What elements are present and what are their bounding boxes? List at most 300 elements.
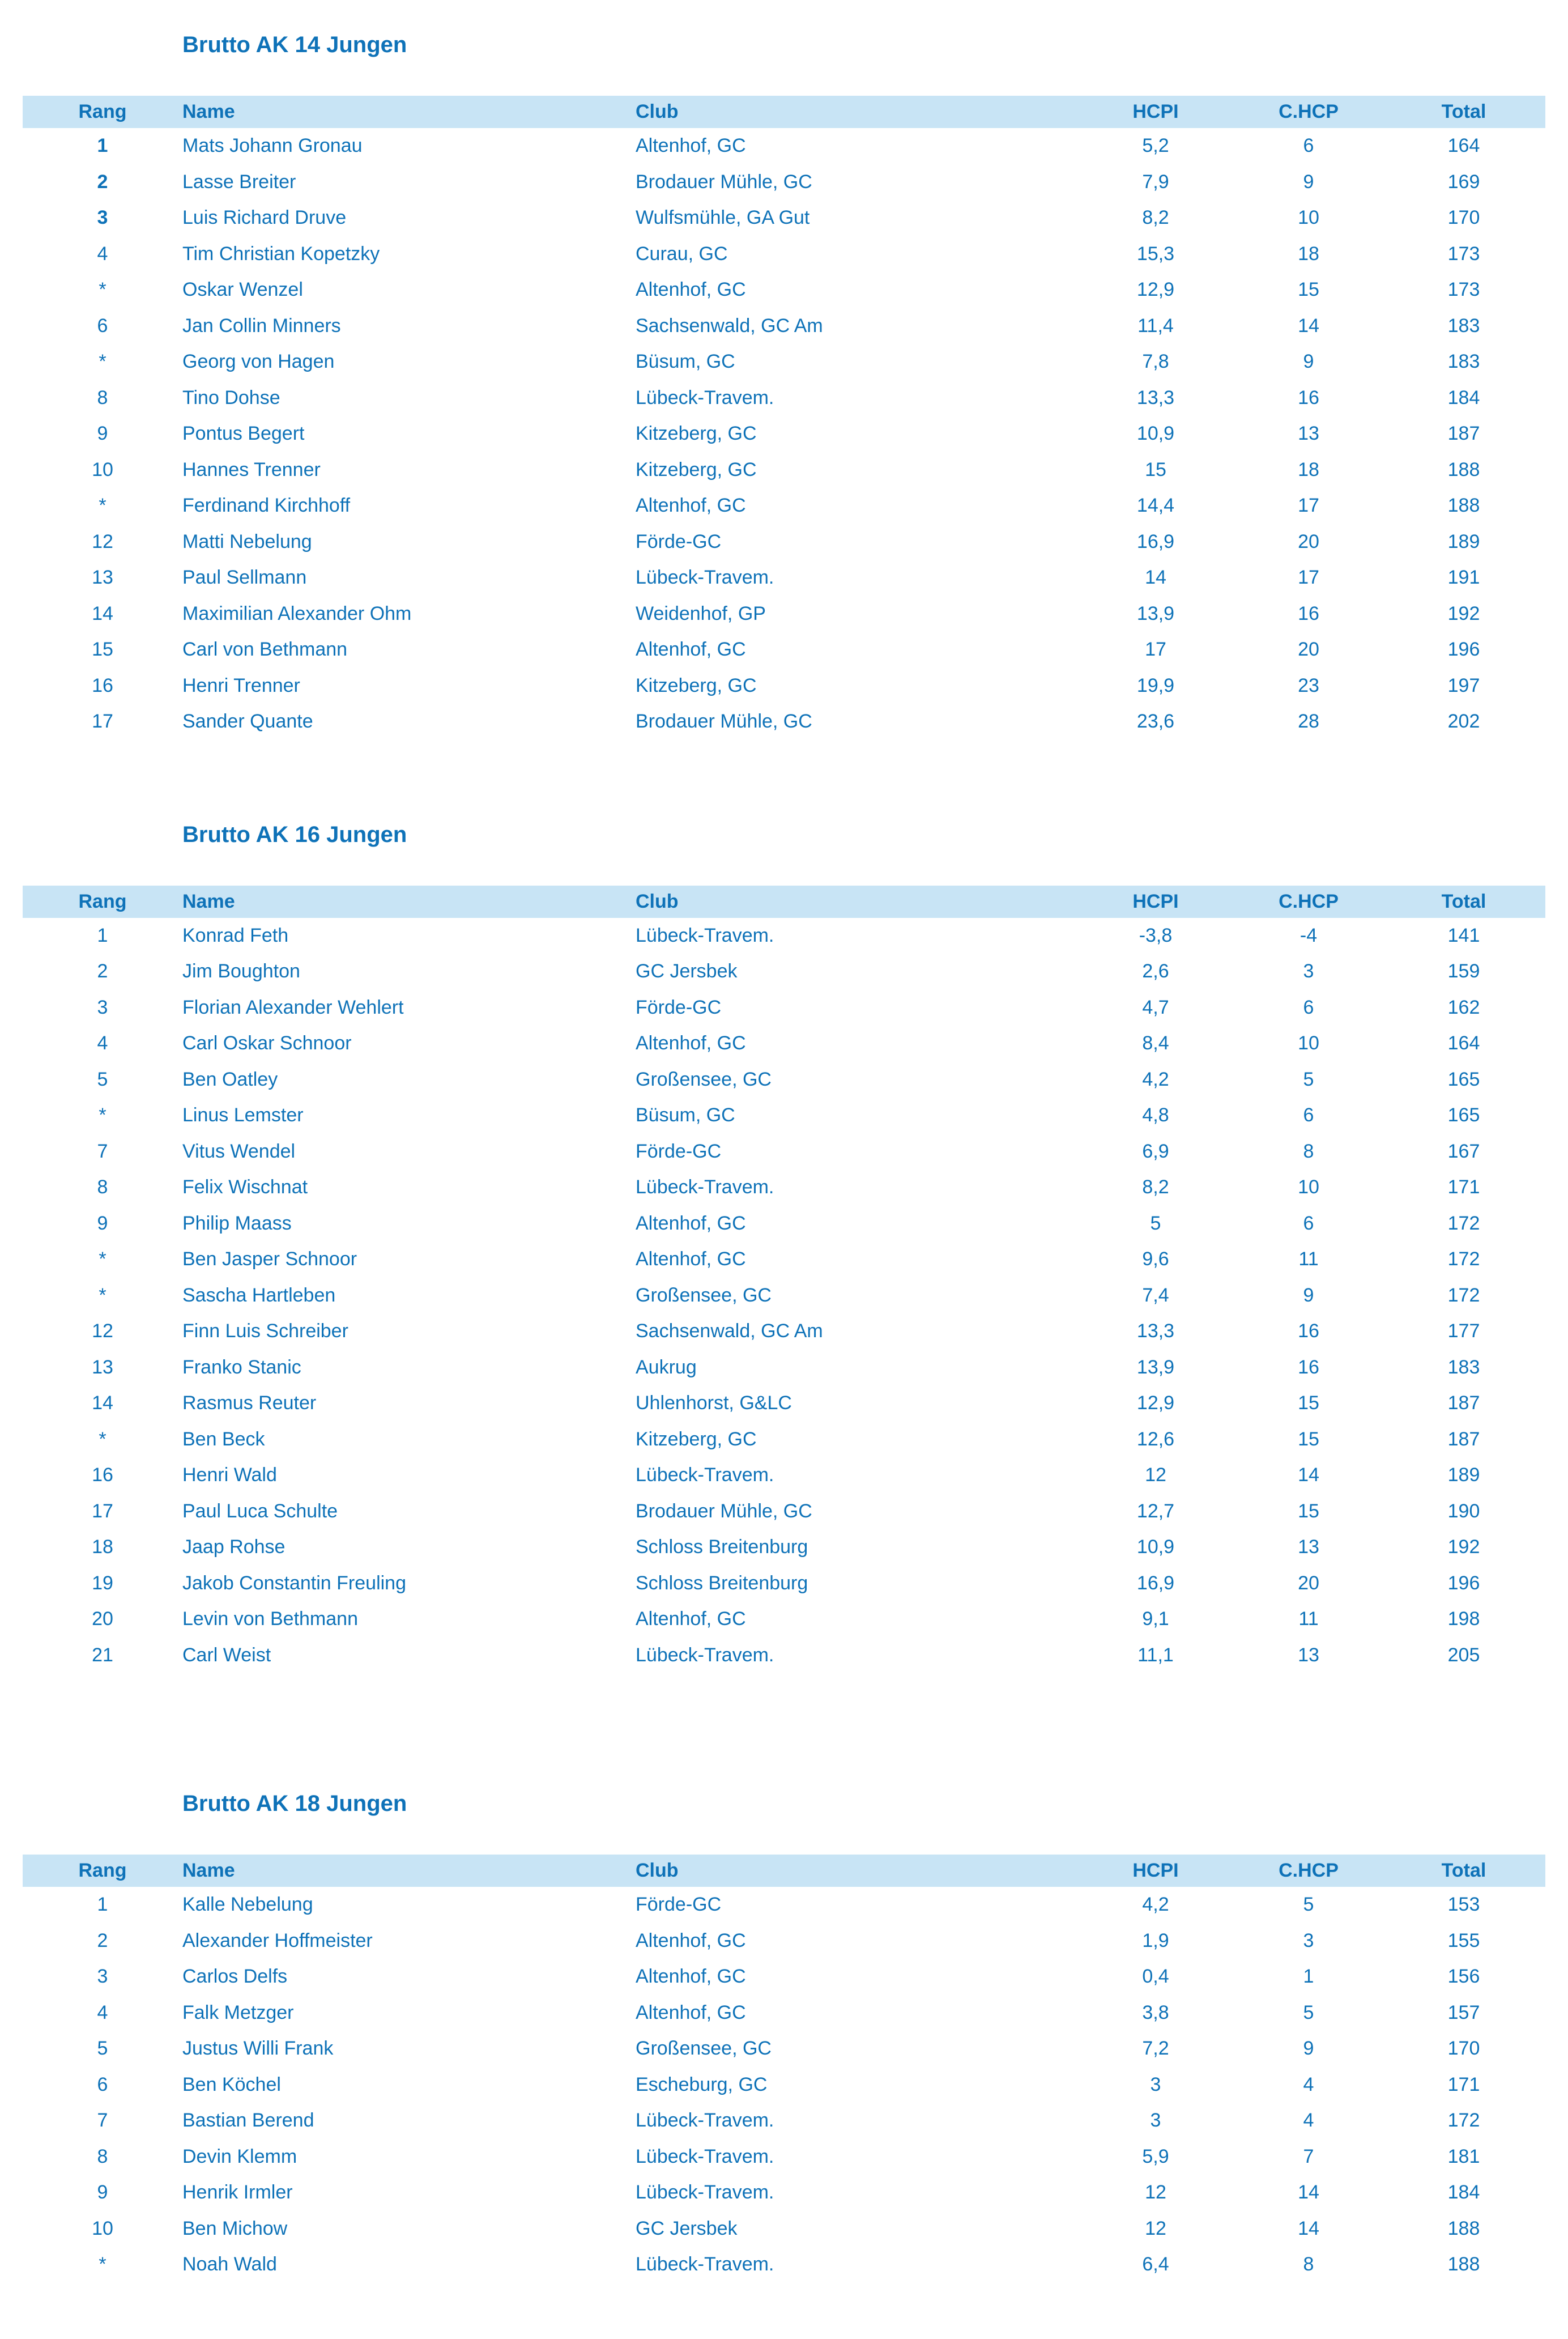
cell-hcpi: 17: [1145, 639, 1166, 661]
column-header-rang: Rang: [78, 890, 127, 912]
cell-total: 202: [1447, 711, 1480, 733]
cell-name: Alexander Hoffmeister: [182, 1929, 373, 1951]
table-row: [23, 1385, 1545, 1422]
cell-club: Altenhof, GC: [636, 279, 746, 301]
cell-rang: 6: [97, 2073, 108, 2095]
cell-chcp: 14: [1298, 314, 1319, 337]
cell-total: 187: [1447, 423, 1480, 445]
cell-club: Förde-GC: [636, 530, 722, 552]
cell-chcp: 8: [1303, 2253, 1314, 2276]
cell-rang: *: [99, 1104, 106, 1126]
cell-name: Henrik Irmler: [182, 2181, 293, 2204]
table-row: [23, 1350, 1545, 1386]
table-row: [23, 918, 1545, 954]
cell-name: Paul Luca Schulte: [182, 1500, 338, 1522]
table-row: [23, 2139, 1545, 2175]
table-row: [23, 2175, 1545, 2211]
cell-chcp: 13: [1298, 1536, 1319, 1558]
cell-rang: *: [99, 2253, 106, 2276]
cell-total: 184: [1447, 386, 1480, 409]
cell-total: 170: [1447, 2038, 1480, 2060]
results-table: [23, 96, 1545, 740]
cell-rang: 12: [92, 1320, 113, 1342]
cell-total: 164: [1447, 135, 1480, 157]
table-row: [23, 1422, 1545, 1458]
cell-total: 155: [1447, 1929, 1480, 1951]
cell-rang: 16: [92, 1464, 113, 1486]
cell-total: 165: [1447, 1068, 1480, 1090]
cell-hcpi: 13,9: [1136, 1356, 1175, 1378]
cell-total: 164: [1447, 1032, 1480, 1054]
cell-hcpi: 6,4: [1142, 2253, 1169, 2276]
cell-club: Lübeck-Travem.: [636, 567, 774, 589]
cell-name: Henri Trenner: [182, 674, 300, 696]
cell-hcpi: 12: [1145, 2181, 1166, 2204]
section-title: Brutto AK 14 Jungen: [182, 32, 407, 57]
cell-hcpi: 12,6: [1136, 1428, 1175, 1450]
cell-chcp: 9: [1303, 2038, 1314, 2060]
cell-hcpi: 8,2: [1142, 1176, 1169, 1198]
cell-chcp: 6: [1303, 996, 1314, 1018]
cell-club: Lübeck-Travem.: [636, 1464, 774, 1486]
cell-name: Carl Weist: [182, 1644, 271, 1666]
cell-total: 171: [1447, 2073, 1480, 2095]
cell-rang: *: [99, 351, 106, 373]
table-row: [23, 1638, 1545, 1674]
cell-rang: 3: [97, 996, 108, 1018]
cell-hcpi: 3: [1150, 2110, 1161, 2132]
cell-chcp: 5: [1303, 1894, 1314, 1916]
cell-rang: 20: [92, 1608, 113, 1630]
cell-club: Kitzeberg, GC: [636, 423, 757, 445]
cell-hcpi: 7,2: [1142, 2038, 1169, 2060]
cell-rang: 14: [92, 1392, 113, 1414]
cell-club: Altenhof, GC: [636, 1608, 746, 1630]
cell-club: Brodauer Mühle, GC: [636, 1500, 812, 1522]
cell-club: Weidenhof, GP: [636, 602, 766, 624]
cell-chcp: 7: [1303, 2145, 1314, 2167]
cell-total: 173: [1447, 243, 1480, 265]
cell-name: Noah Wald: [182, 2253, 277, 2276]
cell-name: Ben Michow: [182, 2217, 288, 2239]
cell-chcp: 15: [1298, 1428, 1319, 1450]
cell-name: Finn Luis Schreiber: [182, 1320, 348, 1342]
table-row: [23, 1887, 1545, 1923]
cell-chcp: 16: [1298, 386, 1319, 409]
cell-total: 172: [1447, 1284, 1480, 1306]
cell-chcp: 15: [1298, 1500, 1319, 1522]
cell-name: Levin von Bethmann: [182, 1608, 358, 1630]
cell-rang: 9: [97, 2181, 108, 2204]
cell-total: 188: [1447, 2217, 1480, 2239]
column-header-club: Club: [636, 101, 679, 122]
cell-total: 153: [1447, 1894, 1480, 1916]
table-row: [23, 1206, 1545, 1242]
cell-rang: 10: [92, 2217, 113, 2239]
cell-club: Lübeck-Travem.: [636, 2253, 774, 2276]
cell-total: 173: [1447, 279, 1480, 301]
cell-hcpi: 12,7: [1136, 1500, 1175, 1522]
cell-rang: *: [99, 1284, 106, 1306]
cell-rang: 1: [97, 135, 108, 157]
cell-chcp: 11: [1298, 1608, 1319, 1630]
cell-club: Lübeck-Travem.: [636, 386, 774, 409]
cell-club: Escheburg, GC: [636, 2073, 768, 2095]
cell-chcp: 6: [1303, 1104, 1314, 1126]
table-body: [23, 128, 1545, 740]
cell-chcp: 3: [1303, 960, 1314, 983]
cell-club: Altenhof, GC: [636, 1929, 746, 1951]
table-row: [23, 954, 1545, 990]
cell-hcpi: -3,8: [1139, 924, 1173, 946]
cell-rang: 2: [97, 171, 108, 193]
cell-hcpi: 7,9: [1142, 171, 1169, 193]
cell-total: 187: [1447, 1428, 1480, 1450]
cell-rang: 6: [97, 314, 108, 337]
cell-hcpi: 10,9: [1136, 1536, 1175, 1558]
table-row: [23, 2067, 1545, 2103]
cell-rang: 13: [92, 1356, 113, 1378]
cell-hcpi: 9,6: [1142, 1248, 1169, 1270]
cell-chcp: 11: [1298, 1248, 1319, 1270]
cell-name: Matti Nebelung: [182, 530, 312, 552]
table-row: [23, 596, 1545, 632]
table-body: [23, 1887, 1545, 2283]
cell-rang: 17: [92, 1500, 113, 1522]
cell-name: Jan Collin Minners: [182, 314, 341, 337]
cell-rang: *: [99, 1428, 106, 1450]
cell-chcp: 20: [1298, 530, 1319, 552]
cell-chcp: 13: [1298, 423, 1319, 445]
table-row: [23, 272, 1545, 308]
cell-name: Florian Alexander Wehlert: [182, 996, 404, 1018]
cell-club: Großensee, GC: [636, 1068, 772, 1090]
cell-name: Carl Oskar Schnoor: [182, 1032, 352, 1054]
table-row: [23, 1529, 1545, 1566]
cell-rang: 5: [97, 2038, 108, 2060]
cell-chcp: 5: [1303, 2001, 1314, 2023]
column-header-name: Name: [182, 101, 235, 122]
cell-club: Altenhof, GC: [636, 1212, 746, 1234]
table-row: [23, 416, 1545, 452]
cell-hcpi: 9,1: [1142, 1608, 1169, 1630]
cell-name: Georg von Hagen: [182, 351, 335, 373]
table-row: [23, 632, 1545, 668]
table-row: [23, 1062, 1545, 1098]
cell-name: Carl von Bethmann: [182, 639, 348, 661]
cell-club: Großensee, GC: [636, 2038, 772, 2060]
cell-chcp: 14: [1298, 2217, 1319, 2239]
cell-name: Falk Metzger: [182, 2001, 294, 2023]
cell-hcpi: 4,7: [1142, 996, 1169, 1018]
cell-rang: 19: [92, 1572, 113, 1594]
cell-name: Hannes Trenner: [182, 458, 321, 480]
cell-hcpi: 5,9: [1142, 2145, 1169, 2167]
cell-hcpi: 12,9: [1136, 279, 1175, 301]
table-header-row: [23, 96, 1545, 128]
results-table: [23, 886, 1545, 1674]
cell-chcp: 10: [1298, 1032, 1319, 1054]
section-brutto-ak-18: [23, 1790, 1545, 2283]
cell-club: Lübeck-Travem.: [636, 2145, 774, 2167]
cell-total: 183: [1447, 351, 1480, 373]
cell-rang: 1: [97, 924, 108, 946]
cell-total: 196: [1447, 1572, 1480, 1594]
cell-chcp: 13: [1298, 1644, 1319, 1666]
cell-club: Lübeck-Travem.: [636, 924, 774, 946]
cell-name: Carlos Delfs: [182, 1966, 288, 1988]
cell-chcp: 8: [1303, 1140, 1314, 1162]
cell-club: Uhlenhorst, G&LC: [636, 1392, 792, 1414]
cell-total: 192: [1447, 1536, 1480, 1558]
cell-club: Büsum, GC: [636, 351, 735, 373]
table-row: [23, 2211, 1545, 2247]
cell-rang: 4: [97, 2001, 108, 2023]
cell-name: Linus Lemster: [182, 1104, 304, 1126]
column-header-rang: Rang: [78, 101, 127, 122]
cell-club: Schloss Breitenburg: [636, 1536, 808, 1558]
table-row: [23, 344, 1545, 380]
cell-club: Förde-GC: [636, 1894, 722, 1916]
cell-hcpi: 11,4: [1137, 314, 1174, 337]
cell-rang: 8: [97, 386, 108, 409]
cell-hcpi: 16,9: [1136, 530, 1175, 552]
cell-rang: *: [99, 1248, 106, 1270]
cell-club: Kitzeberg, GC: [636, 1428, 757, 1450]
cell-total: 183: [1447, 314, 1480, 337]
cell-rang: 8: [97, 2145, 108, 2167]
cell-rang: 7: [97, 2110, 108, 2132]
column-header-hcpi: HCPI: [1132, 101, 1179, 122]
cell-name: Devin Klemm: [182, 2145, 297, 2167]
cell-name: Justus Willi Frank: [182, 2038, 334, 2060]
cell-club: Kitzeberg, GC: [636, 674, 757, 696]
cell-total: 172: [1447, 2110, 1480, 2132]
cell-chcp: 20: [1298, 1572, 1319, 1594]
cell-chcp: 23: [1298, 674, 1319, 696]
table-row: [23, 308, 1545, 345]
cell-rang: 4: [97, 1032, 108, 1054]
cell-rang: 2: [97, 1929, 108, 1951]
cell-name: Henri Wald: [182, 1464, 277, 1486]
cell-name: Konrad Feth: [182, 924, 289, 946]
cell-chcp: 16: [1298, 602, 1319, 624]
cell-rang: 3: [97, 1966, 108, 1988]
cell-hcpi: 14: [1145, 567, 1166, 589]
cell-hcpi: 3,8: [1142, 2001, 1169, 2023]
cell-rang: 15: [92, 639, 113, 661]
cell-hcpi: 7,4: [1142, 1284, 1169, 1306]
column-header-chcp: C.HCP: [1279, 1860, 1339, 1881]
column-header-total: Total: [1441, 101, 1486, 122]
cell-total: 190: [1447, 1500, 1480, 1522]
cell-club: Wulfsmühle, GA Gut: [636, 207, 810, 229]
column-header-name: Name: [182, 890, 235, 912]
cell-total: 192: [1447, 602, 1480, 624]
cell-club: Großensee, GC: [636, 1284, 772, 1306]
table-row: [23, 1241, 1545, 1278]
cell-rang: 10: [92, 458, 113, 480]
cell-total: 205: [1447, 1644, 1480, 1666]
cell-name: Jim Boughton: [182, 960, 300, 983]
table-row: [23, 1098, 1545, 1134]
cell-club: GC Jersbek: [636, 960, 738, 983]
table-row: [23, 452, 1545, 488]
cell-hcpi: 14,4: [1136, 495, 1175, 517]
cell-hcpi: 13,9: [1136, 602, 1175, 624]
cell-club: Aukrug: [636, 1356, 697, 1378]
cell-name: Oskar Wenzel: [182, 279, 303, 301]
cell-name: Ben Oatley: [182, 1068, 278, 1090]
table-body: [23, 918, 1545, 1674]
cell-club: Sachsenwald, GC Am: [636, 1320, 823, 1342]
table-row: [23, 524, 1545, 560]
cell-hcpi: 13,3: [1136, 386, 1175, 409]
column-header-chcp: C.HCP: [1279, 890, 1339, 912]
cell-rang: *: [99, 279, 106, 301]
table-row: [23, 668, 1545, 704]
cell-hcpi: 12: [1145, 1464, 1166, 1486]
cell-chcp: 9: [1303, 351, 1314, 373]
table-row: [23, 1959, 1545, 1995]
cell-chcp: 18: [1298, 458, 1319, 480]
cell-name: Paul Sellmann: [182, 567, 307, 589]
cell-rang: 21: [92, 1644, 113, 1666]
cell-hcpi: 12: [1145, 2217, 1166, 2239]
table-row: [23, 1566, 1545, 1602]
cell-hcpi: 8,4: [1142, 1032, 1169, 1054]
cell-club: Schloss Breitenburg: [636, 1572, 808, 1594]
cell-total: 188: [1447, 495, 1480, 517]
column-header-total: Total: [1441, 890, 1486, 912]
section-brutto-ak-14: [23, 31, 1545, 740]
column-header-name: Name: [182, 1860, 235, 1881]
cell-chcp: 17: [1298, 495, 1319, 517]
cell-name: Rasmus Reuter: [182, 1392, 317, 1414]
cell-chcp: 14: [1298, 1464, 1319, 1486]
cell-hcpi: 19,9: [1136, 674, 1175, 696]
cell-club: GC Jersbek: [636, 2217, 738, 2239]
cell-total: 189: [1447, 530, 1480, 552]
cell-chcp: 5: [1303, 1068, 1314, 1090]
cell-chcp: 20: [1298, 639, 1319, 661]
cell-name: Jaap Rohse: [182, 1536, 286, 1558]
cell-club: Altenhof, GC: [636, 1966, 746, 1988]
table-row: [23, 2031, 1545, 2067]
table-row: [23, 164, 1545, 201]
cell-hcpi: 16,9: [1136, 1572, 1175, 1594]
cell-hcpi: 4,8: [1142, 1104, 1169, 1126]
cell-rang: 14: [92, 602, 113, 624]
cell-club: Lübeck-Travem.: [636, 2181, 774, 2204]
section-brutto-ak-16: [23, 821, 1545, 1674]
cell-total: 167: [1447, 1140, 1480, 1162]
cell-name: Ben Beck: [182, 1428, 265, 1450]
section-title: Brutto AK 16 Jungen: [182, 822, 407, 847]
table-row: [23, 380, 1545, 416]
cell-hcpi: 4,2: [1142, 1068, 1169, 1090]
cell-chcp: 16: [1298, 1356, 1319, 1378]
cell-chcp: 14: [1298, 2181, 1319, 2204]
cell-name: Philip Maass: [182, 1212, 292, 1234]
column-header-club: Club: [636, 890, 679, 912]
cell-name: Vitus Wendel: [182, 1140, 296, 1162]
cell-total: 198: [1447, 1608, 1480, 1630]
cell-name: Ferdinand Kirchhoff: [182, 495, 351, 517]
cell-name: Tim Christian Kopetzky: [182, 243, 380, 265]
cell-club: Brodauer Mühle, GC: [636, 711, 812, 733]
cell-chcp: 18: [1298, 243, 1319, 265]
cell-rang: 7: [97, 1140, 108, 1162]
table-header-row: [23, 886, 1545, 918]
cell-club: Curau, GC: [636, 243, 728, 265]
cell-name: Franko Stanic: [182, 1356, 301, 1378]
cell-chcp: 1: [1303, 1966, 1314, 1988]
cell-chcp: 4: [1303, 2110, 1314, 2132]
cell-club: Lübeck-Travem.: [636, 2110, 774, 2132]
table-row: [23, 1313, 1545, 1350]
table-row: [23, 488, 1545, 524]
cell-total: 169: [1447, 171, 1480, 193]
cell-rang: *: [99, 495, 106, 517]
table-row: [23, 1457, 1545, 1494]
cell-total: 141: [1447, 924, 1480, 946]
table-row: [23, 990, 1545, 1026]
cell-total: 177: [1447, 1320, 1480, 1342]
cell-total: 162: [1447, 996, 1480, 1018]
table-row: [23, 2103, 1545, 2139]
column-header-total: Total: [1441, 1860, 1486, 1881]
table-row: [23, 2247, 1545, 2283]
cell-club: Altenhof, GC: [636, 1248, 746, 1270]
table-row: [23, 1995, 1545, 2031]
cell-total: 184: [1447, 2181, 1480, 2204]
cell-club: Brodauer Mühle, GC: [636, 171, 812, 193]
cell-chcp: 17: [1298, 567, 1319, 589]
cell-total: 188: [1447, 458, 1480, 480]
section-title: Brutto AK 18 Jungen: [182, 1791, 407, 1816]
cell-hcpi: 5: [1150, 1212, 1161, 1234]
cell-hcpi: 11,1: [1137, 1644, 1174, 1666]
cell-club: Altenhof, GC: [636, 639, 746, 661]
cell-name: Sander Quante: [182, 711, 313, 733]
results-table: [23, 1855, 1545, 2283]
cell-total: 187: [1447, 1392, 1480, 1414]
column-header-chcp: C.HCP: [1279, 101, 1339, 122]
cell-rang: 12: [92, 530, 113, 552]
table-row: [23, 1134, 1545, 1170]
table-row: [23, 1494, 1545, 1530]
cell-chcp: 15: [1298, 1392, 1319, 1414]
cell-hcpi: 23,6: [1136, 711, 1175, 733]
cell-club: Sachsenwald, GC Am: [636, 314, 823, 337]
table-header: [23, 1855, 1545, 1887]
cell-hcpi: 4,2: [1142, 1894, 1169, 1916]
table-row: [23, 1170, 1545, 1206]
cell-club: Altenhof, GC: [636, 2001, 746, 2023]
cell-total: 172: [1447, 1212, 1480, 1234]
cell-rang: 13: [92, 567, 113, 589]
cell-chcp: -4: [1299, 924, 1318, 946]
table-row: [23, 1026, 1545, 1062]
column-header-rang: Rang: [78, 1860, 127, 1881]
cell-club: Lübeck-Travem.: [636, 1644, 774, 1666]
table-row: [23, 236, 1545, 273]
cell-rang: 2: [97, 960, 108, 983]
table-row: [23, 1923, 1545, 1959]
cell-hcpi: 15,3: [1136, 243, 1175, 265]
cell-total: 191: [1447, 567, 1480, 589]
